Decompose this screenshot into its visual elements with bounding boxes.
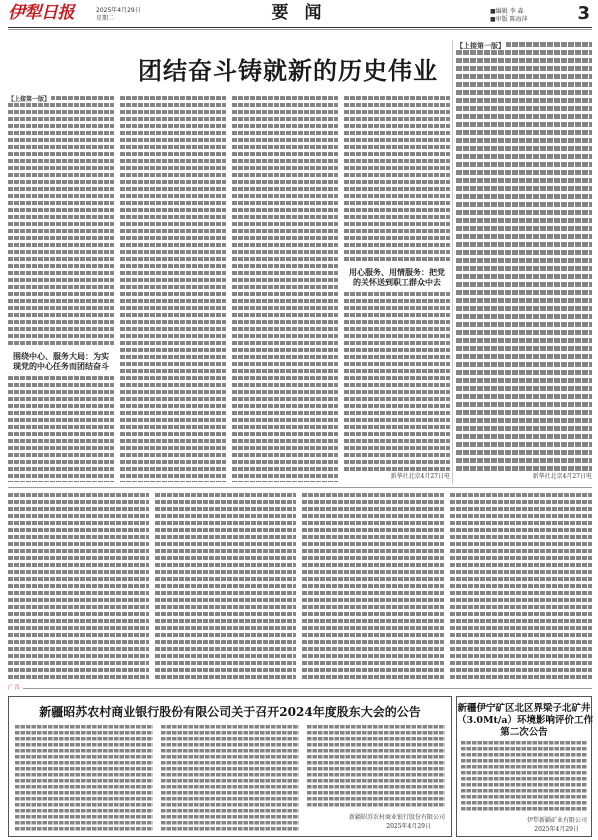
side-dateline: 新华社北京4月27日电 [532,473,592,480]
column-rule [452,40,453,484]
bank-notice-title: 新疆昭苏农村商业银行股份有限公司关于召开2024年度股东大会的公告 [39,705,421,719]
section-rule [8,487,592,488]
lead-dateline: 新华社北京4月27日电 [390,473,450,480]
mine-notice-title-line: 新疆伊宁矿区北区界梁子北矿井 [457,703,591,714]
notice-text-block [161,725,299,833]
section-title: 要 闻 [271,3,327,23]
body-text-block [155,493,296,682]
lead-column-4 [344,96,450,482]
bank-shareholder-notice [8,696,452,837]
masthead-rule [8,27,592,28]
continued-marker: 【上接第一版】 [456,41,505,50]
body-text-block [8,376,114,482]
proofreader-credit: ■审版 陈海萍 [490,16,528,23]
issue-date: 2025年4月29日 [96,7,141,14]
editor-credits [490,8,528,24]
body-text-line [8,96,114,103]
body-text-line [456,42,592,50]
issue-weekday: 星期二 [96,15,115,22]
ad-section-rule [8,688,592,689]
lead-headline: 团结奋斗铸就新的历史伟业 [138,56,438,85]
body-text-block [8,493,149,682]
bank-notice-issuer: 新疆昭苏农村商业银行股份有限公司 [348,814,445,821]
masthead-rule-thin [8,29,592,30]
mine-notice-issuer: 伊犁新疆矿业有限公司 [526,817,587,824]
body-text-block [344,96,450,264]
notice-text-block [15,725,153,833]
body-text-block [450,493,592,682]
page-number: 3 [577,3,590,24]
continued-marker: 【上接第一版】 [8,96,51,103]
mine-notice-title [457,703,594,739]
editor-credit: ■编辑 李 森 [490,8,524,15]
body-text-block [456,50,592,472]
bank-notice-date: 2025年4月29日 [386,823,431,830]
masthead-logo: 伊犁日报 [8,3,74,23]
body-text-block [232,96,338,482]
side-article-column [456,42,592,482]
mine-notice-title-line: 第二次公告 [500,727,548,738]
body-text-block [120,96,226,482]
mine-notice-date: 2025年4月29日 [534,826,579,833]
ad-section-label: 广告 [8,685,22,691]
body-text-block [8,103,114,348]
lead-column-1 [8,96,114,482]
lead-subhead-1: 围绕中心、服务大局：为实现党的中心任务而团结奋斗 [13,351,109,371]
notice-text-block [307,725,445,809]
notice-text-block [461,741,587,813]
lead-column-2 [120,96,226,482]
mine-eia-notice [456,696,592,837]
body-text-block [302,493,444,682]
body-text-block [344,292,450,472]
lead-subhead-2: 用心服务、用情服务：把党的关怀送到职工群众中去 [349,267,445,287]
mine-notice-title-line: （3.0Mt/a）环境影响评价工作 [457,715,594,726]
lead-column-3 [232,96,338,482]
